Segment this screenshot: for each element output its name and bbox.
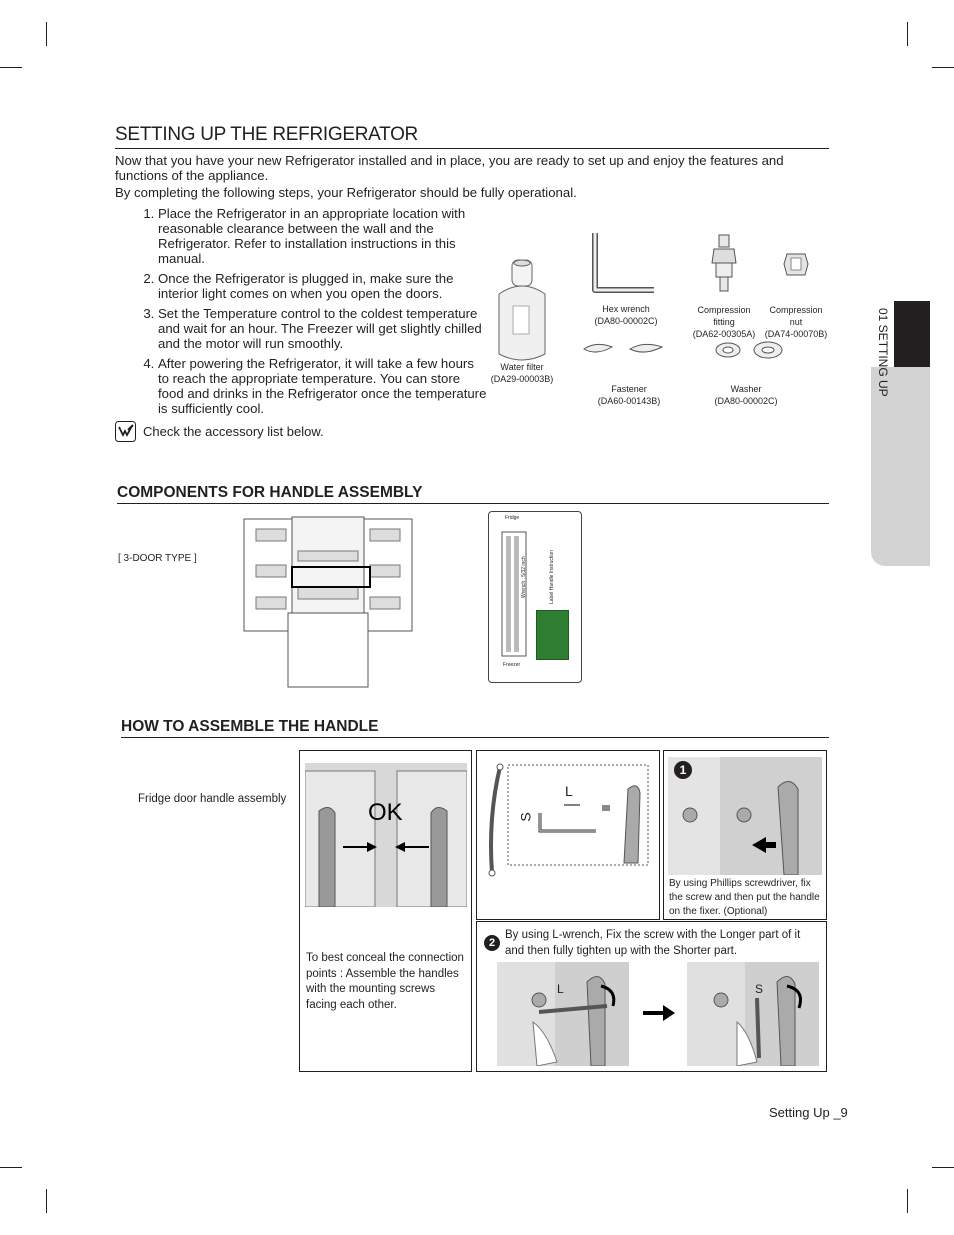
crop-mark	[932, 67, 954, 68]
washer-caption: Washer (DA80-00002C)	[714, 384, 778, 406]
hex-wrench-illustration	[590, 230, 660, 296]
compression-nut-illustration	[783, 250, 809, 278]
side-tab-marker	[894, 301, 930, 367]
step1-illustration	[668, 757, 822, 875]
crop-mark	[907, 22, 908, 46]
setup-steps-list	[133, 206, 488, 421]
step1-panel	[663, 750, 827, 920]
side-tab-label: 01 SETTING UP	[876, 308, 890, 397]
intro-paragraph-2: By completing the following steps, your Refrigerator should be fully operational.	[115, 185, 577, 200]
assemble-heading: HOW TO ASSEMBLE THE HANDLE	[121, 718, 829, 738]
components-heading: COMPONENTS FOR HANDLE ASSEMBLY	[117, 484, 829, 504]
page-footer: Setting Up _9	[769, 1105, 848, 1120]
fastener-illustration	[582, 341, 666, 357]
compression-fitting-illustration	[709, 233, 739, 295]
setup-step: 2. Once the Refrigerator is plugged in, make sure the interior light comes on when you open the doors.	[158, 271, 488, 301]
wrench-long-label: L	[565, 783, 573, 799]
step2-short-label: S	[755, 982, 764, 996]
step1-number-badge: 1	[674, 761, 692, 779]
conceal-panel	[299, 750, 472, 1072]
step2-long-illustration	[497, 962, 629, 1066]
step1-instruction: By using Phillips screwdriver, fix the screw and then put the handle on the fixer.	[669, 878, 820, 917]
step1-text	[669, 877, 823, 919]
wrench-panel	[476, 750, 660, 920]
box-freezer-label: Freezer	[503, 662, 521, 668]
note-text: Check the accessory list below.	[143, 424, 324, 439]
crop-mark	[932, 1167, 954, 1168]
step2-panel	[476, 921, 827, 1072]
washer-illustration	[714, 340, 784, 360]
handles-facing-illustration	[305, 763, 467, 907]
crop-mark	[0, 67, 22, 68]
step2-number-badge: 2	[484, 935, 500, 951]
label-sheet-icon	[536, 610, 569, 660]
step2-short-illustration	[687, 962, 819, 1066]
arrow-right-icon	[641, 1004, 675, 1022]
conceal-text: To best conceal the connection points : Assemble the handles with the mounting screws facing each other.	[306, 952, 464, 1011]
box-label-instruction: Label Handle Instruction	[549, 550, 555, 604]
fridge-door-label: Fridge door handle assembly	[138, 793, 287, 805]
wrench-short-label: S	[517, 812, 534, 822]
water-filter-caption: Water filter (DA29-00003B)	[490, 362, 554, 384]
water-filter-illustration	[495, 256, 549, 372]
step2-long-label: L	[557, 982, 564, 996]
step1-optional: (Optional)	[723, 906, 768, 917]
setup-step: 3. Set the Temperature control to the coldest temperature and wait for an hour. The Freezer will get slightly chilled and the motor will run smoothly.	[158, 306, 488, 351]
box-fridge-label: Fridge	[505, 515, 520, 521]
setup-step: 4. After powering the Refrigerator, it will take a few hours to reach the appropriate temperature. You can store food and drinks in the Refrigerator once the temperature is sufficiently cool.	[158, 356, 488, 416]
note-icon	[115, 421, 136, 442]
l-wrench-illustration	[482, 757, 654, 879]
fastener-caption: Fastener (DA60-00143B)	[597, 384, 661, 406]
crop-mark	[907, 1189, 908, 1213]
step2-text: By using L-wrench, Fix the screw with the Longer part of it and then fully tighten up with the Shorter part.	[505, 929, 801, 957]
box-wrench-label: Wrench : 5/32 inch	[521, 556, 527, 598]
crop-mark	[46, 1189, 47, 1213]
hex-wrench-caption: Hex wrench (DA80-00002C)	[594, 304, 658, 326]
intro-paragraph-1: Now that you have your new Refrigerator installed and in place, you are ready to set up and enjoy the features and functions of the appliance.	[115, 153, 784, 183]
handle-box-illustration	[488, 511, 582, 683]
compression-nut-caption: Compression nut (DA74-00070B)	[764, 305, 828, 339]
setup-step: 1. Place the Refrigerator in an appropriate location with reasonable clearance between the wall and the Refrigerator. Refer to installation instructions in this manual.	[158, 206, 488, 266]
page-title: SETTING UP THE REFRIGERATOR	[115, 124, 829, 149]
door-type-label: [ 3-DOOR TYPE ]	[118, 553, 197, 564]
ok-mark: OK	[368, 799, 403, 826]
crop-mark	[46, 22, 47, 46]
compression-fitting-caption: Compression fitting (DA62-00305A)	[692, 305, 756, 339]
crop-mark	[0, 1167, 22, 1168]
refrigerator-open-illustration	[242, 515, 414, 691]
